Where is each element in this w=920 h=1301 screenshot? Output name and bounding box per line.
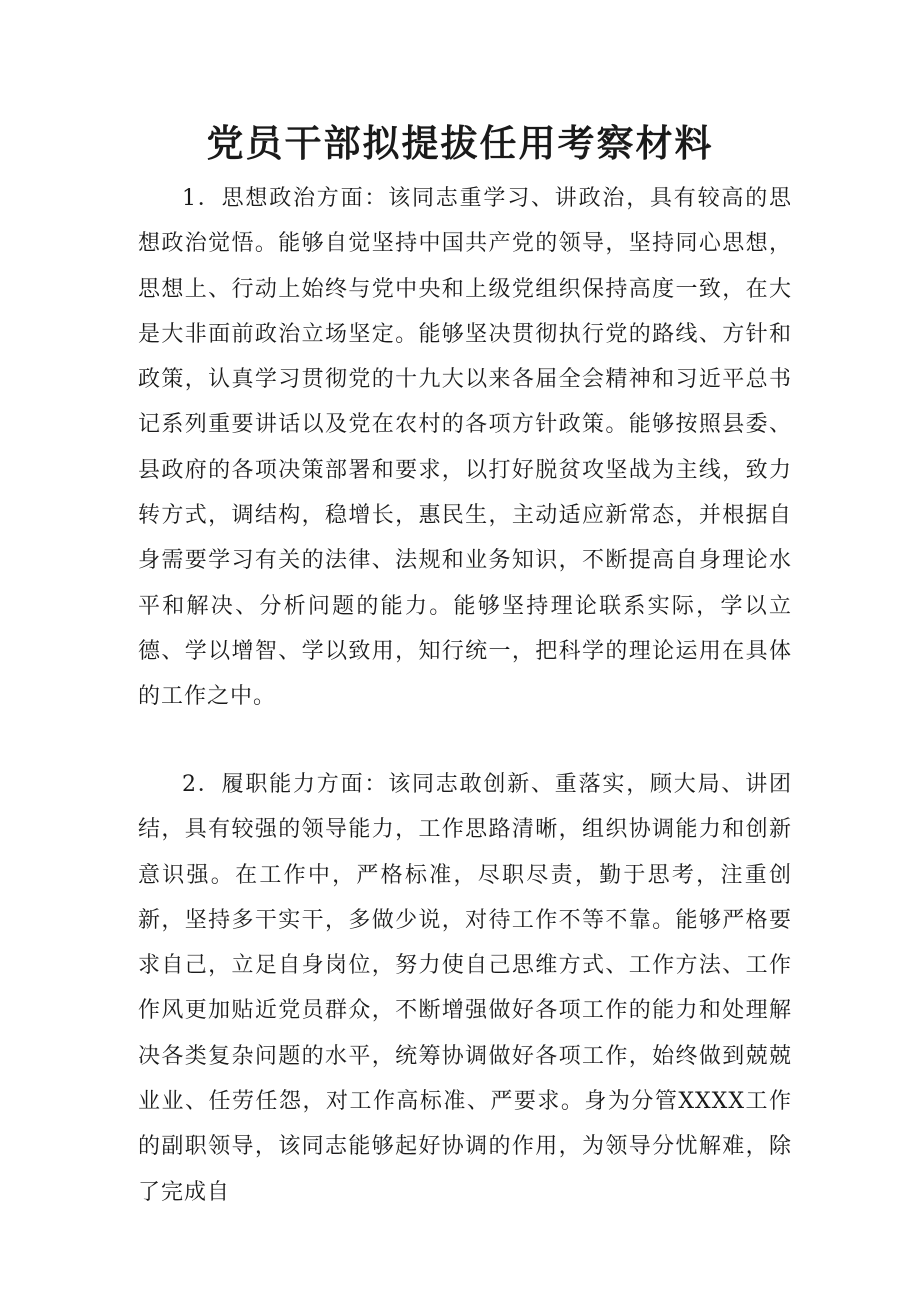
document-title: 党员干部拟提拔任用考察材料 — [206, 122, 714, 165]
paragraph-political-aspect: 1．思想政治方面：该同志重学习、讲政治，具有较高的思想政治觉悟。能够自觉坚持中国共产党的领导，坚持同心思想，思想上、行动上始终与党中央和上级党组织保持高度一致，在大是大非面前政治立场坚定。能够坚决贯彻执行党的路线、方针和政策，认真学习贯彻党的十九大以来各届全会精神和习近平总书记系列重要讲话以及党在农村的各项方针政策。能够按照县委、县政府的各项决策部署和要求，以打好脱贫攻坚战为主线，致力转方式，调结构，稳增长，惠民生，主动适应新常态，并根据自身需要学习有关的法律、法规和业务知识，不断提高自身理论水平和解决、分析问题的能力。能够坚持理论联系实际，学以立德、学以增智、学以致用，知行统一，把科学的理论运用在具体的工作之中。 — [138, 186, 792, 710]
paragraph-performance-ability: 2．履职能力方面：该同志敢创新、重落实，顾大局、讲团结，具有较强的领导能力，工作思路清晰，组织协调能力和创新意识强。在工作中，严格标准，尽职尽责，勤于思考，注重创新，坚持多干实干，多做少说，对待工作不等不靠。能够严格要求自己，立足自身岗位，努力使自己思维方式、工作方法、工作作风更加贴近党员群众，不断增强做好各项工作的能力和处理解决各类复杂问题的水平，统筹协调做好各项工作，始终做到兢兢业业、任劳任怨，对工作高标准、严要求。身为分管XXXX工作的副职领导，该同志能够起好协调的作用，为领导分忧解难，除了完成自 — [138, 772, 792, 1205]
